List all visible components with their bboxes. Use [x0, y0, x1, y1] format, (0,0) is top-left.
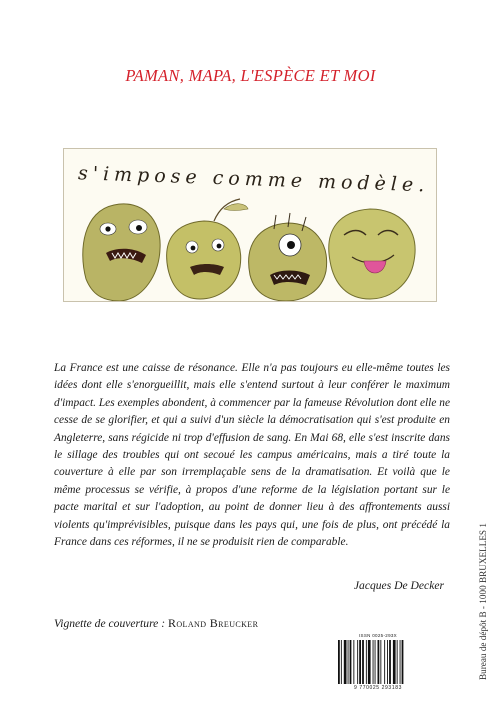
- barcode-number: 9 770025 293183: [354, 685, 402, 691]
- author-signature: Jacques De Decker: [353, 579, 444, 592]
- barcode-bars: [334, 640, 422, 684]
- creature-1: [83, 204, 160, 301]
- creature-4: [329, 209, 415, 299]
- issn-number: ISSN 0025-293X: [359, 633, 397, 638]
- cover-illustration: [63, 148, 437, 302]
- creature-2: [167, 199, 248, 299]
- cover-credit: [54, 616, 258, 631]
- monsters-drawing: [64, 149, 436, 301]
- credit-name: Roland Breucker: [167, 616, 259, 630]
- cover-body-text: La France est une caisse de résonance. Elle n'a pas toujours eu elle-même toutes les idées dont elle s'enorgueillit, mais elle s'entend surtout à leur conférer le maximum d'impact. Les exemples abondent, à commencer par la fameuse Révolution dont elle ne cesse de se glorifier, et qui a suivi d'un siècle la démocratisation qui s'est produite en Angleterre, sans régicide ni trop d'effusion de sang. En Mai 68, elle s'est inscrite dans le sillage des troubles qui ont secoué les campus américains, mais a tiré toute la couverture à elle par son irremplaçable sens de la dramatisation. Et voilà que le même processus se vérifie, à propos d'une reforme de la législation portant sur le pacte marital et sur l'adoption, au point de donner lieu à des affrontements aussi violents qu'imprévisibles, puisque dans les pays qui, une fois de plus, ont précédé la France dans ces réformes, il ne se produisit rien de comparable.: [54, 362, 450, 549]
- credit-label: Vignette de couverture :: [54, 617, 166, 630]
- postal-deposit-note: Bureau de dépôt B - 1000 BRUXELLES 1: [478, 523, 488, 680]
- barcode: [334, 633, 422, 693]
- cover-title: PAMAN, MAPA, L'ESPÈCE ET MOI: [125, 66, 376, 85]
- illustration-caption: s'impose comme modèle.: [77, 162, 430, 197]
- creature-3: [249, 213, 327, 301]
